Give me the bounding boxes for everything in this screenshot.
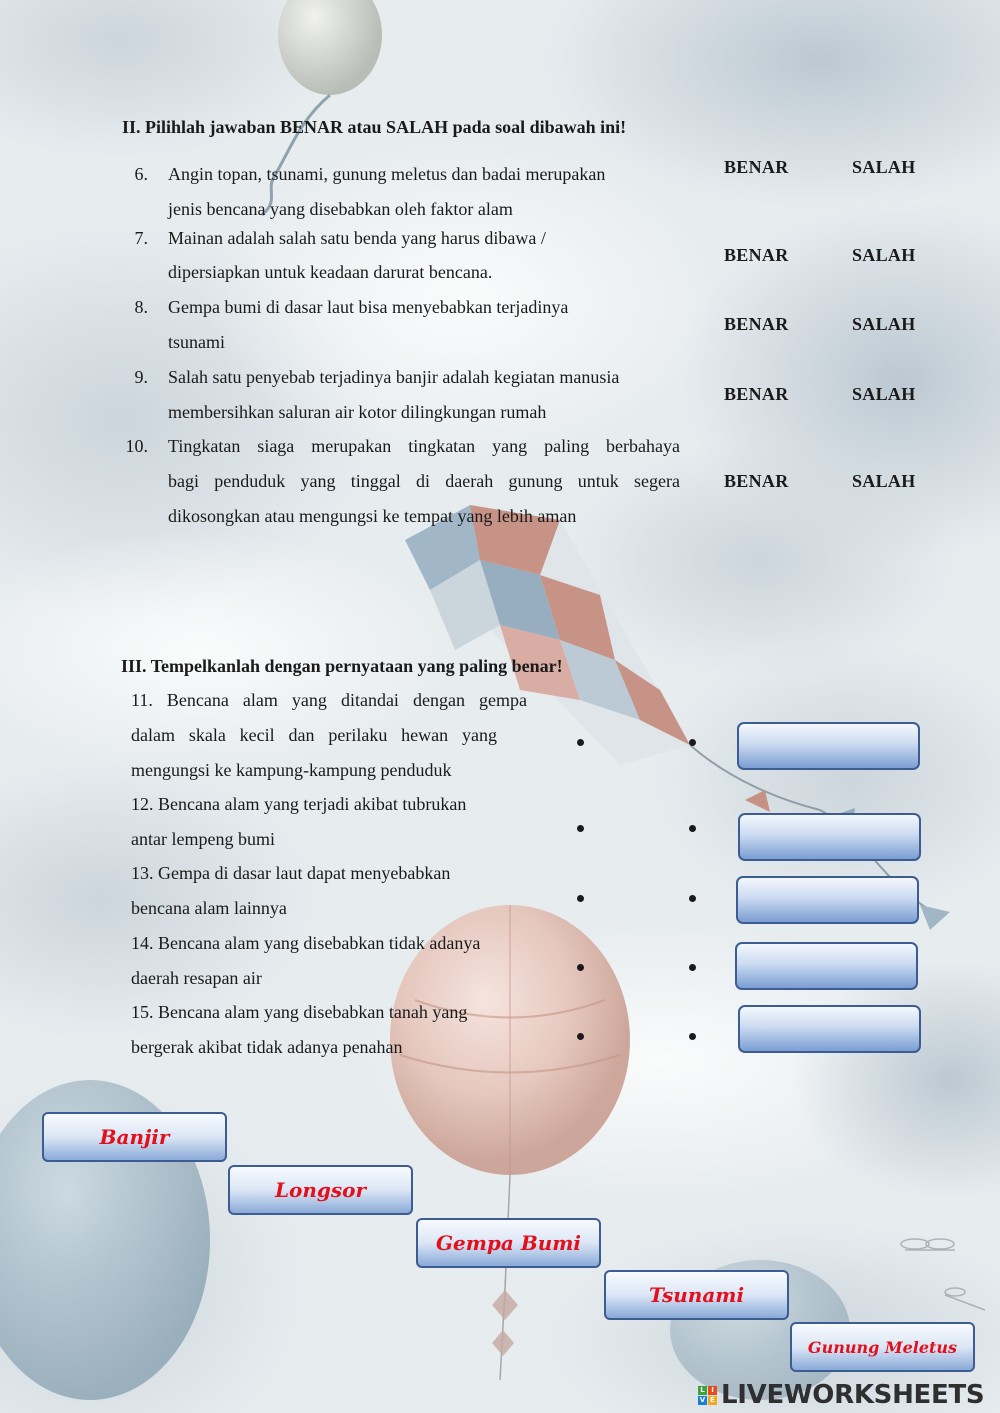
answer-card-tsunami[interactable]: Tsunami (604, 1270, 789, 1320)
question-text-line: Tingkatan siaga merupakan tingkatan yang paling berbahaya (168, 436, 680, 456)
match-dot-left[interactable] (577, 964, 584, 971)
question-text-line: Mainan adalah salah satu benda yang harus dibawa / (168, 228, 546, 248)
benar-option[interactable]: BENAR (724, 384, 789, 404)
match-dot-right[interactable] (689, 895, 696, 902)
statement-text-line: bergerak akibat tidak adanya penahan (131, 1037, 403, 1057)
liveworksheets-logo-icon: L I V E (698, 1386, 717, 1405)
brand-name: LIVEWORKSHEETS (721, 1380, 985, 1410)
salah-option[interactable]: SALAH (852, 157, 916, 177)
question-text-line: Gempa bumi di dasar laut bisa menyebabkan terjadinya (168, 297, 569, 317)
statement-text-line: 11. Bencana alam yang ditandai dengan gempa (131, 690, 527, 710)
answer-card-banjir[interactable]: Banjir (42, 1112, 227, 1162)
drop-slot-11[interactable] (737, 722, 920, 770)
statement-text-line: 13. Gempa di dasar laut dapat menyebabkan (131, 863, 451, 883)
match-dot-left[interactable] (577, 825, 584, 832)
statement-text-line: daerah resapan air (131, 968, 262, 988)
answer-card-gempa-bumi[interactable]: Gempa Bumi (416, 1218, 601, 1268)
statement-text-line: 14. Bencana alam yang disebabkan tidak adanya (131, 933, 481, 953)
statement-text-line: dalam skala kecil dan perilaku hewan yang (131, 725, 497, 745)
statement-text-line: 15. Bencana alam yang disebabkan tanah yang (131, 1002, 468, 1022)
statement-text-line: antar lempeng bumi (131, 829, 275, 849)
salah-option[interactable]: SALAH (852, 384, 916, 404)
statement-text-line: bencana alam lainnya (131, 898, 287, 918)
match-dot-left[interactable] (577, 739, 584, 746)
drop-slot-15[interactable] (738, 1005, 921, 1053)
match-dot-left[interactable] (577, 1033, 584, 1040)
answer-card-gunung-meletus[interactable]: Gunung Meletus (790, 1322, 975, 1372)
salah-option[interactable]: SALAH (852, 471, 916, 491)
match-dot-right[interactable] (689, 1033, 696, 1040)
match-dot-right[interactable] (689, 964, 696, 971)
statement-text-line: 12. Bencana alam yang terjadi akibat tubrukan (131, 794, 467, 814)
question-text-line: Angin topan, tsunami, gunung meletus dan badai merupakan (168, 164, 606, 184)
match-dot-right[interactable] (689, 825, 696, 832)
question-text-line: membersihkan saluran air kotor dilingkungan rumah (168, 402, 547, 422)
section-3-heading: III. Tempelkanlah dengan pernyataan yang paling benar! (121, 656, 563, 676)
answer-card-longsor[interactable]: Longsor (228, 1165, 413, 1215)
liveworksheets-brand[interactable] (698, 1380, 984, 1410)
drop-slot-12[interactable] (738, 813, 921, 861)
salah-option[interactable]: SALAH (852, 314, 916, 334)
salah-option[interactable]: SALAH (852, 245, 916, 265)
question-number: 6. (134, 164, 148, 184)
benar-option[interactable]: BENAR (724, 314, 789, 334)
drop-slot-14[interactable] (735, 942, 918, 990)
question-text-line: dikosongkan atau mengungsi ke tempat yang lebih aman (168, 506, 577, 526)
question-text-line: jenis bencana yang disebabkan oleh faktor alam (168, 199, 513, 219)
statement-text-line: mengungsi ke kampung-kampung penduduk (131, 760, 452, 780)
benar-option[interactable]: BENAR (724, 471, 789, 491)
question-number: 9. (134, 367, 148, 387)
question-text-line: tsunami (168, 332, 225, 352)
benar-option[interactable]: BENAR (724, 157, 789, 177)
match-dot-right[interactable] (689, 739, 696, 746)
question-text-line: bagi penduduk yang tinggal di daerah gunung untuk segera (168, 471, 680, 491)
match-dot-left[interactable] (577, 895, 584, 902)
drop-slot-13[interactable] (736, 876, 919, 924)
question-text-line: Salah satu penyebab terjadinya banjir adalah kegiatan manusia (168, 367, 620, 387)
question-number: 7. (134, 228, 148, 248)
question-number: 8. (134, 297, 148, 317)
question-number: 10. (125, 436, 148, 456)
section-2-heading: II. Pilihlah jawaban BENAR atau SALAH pada soal dibawah ini! (122, 117, 627, 137)
question-text-line: dipersiapkan untuk keadaan darurat bencana. (168, 262, 493, 282)
benar-option[interactable]: BENAR (724, 245, 789, 265)
